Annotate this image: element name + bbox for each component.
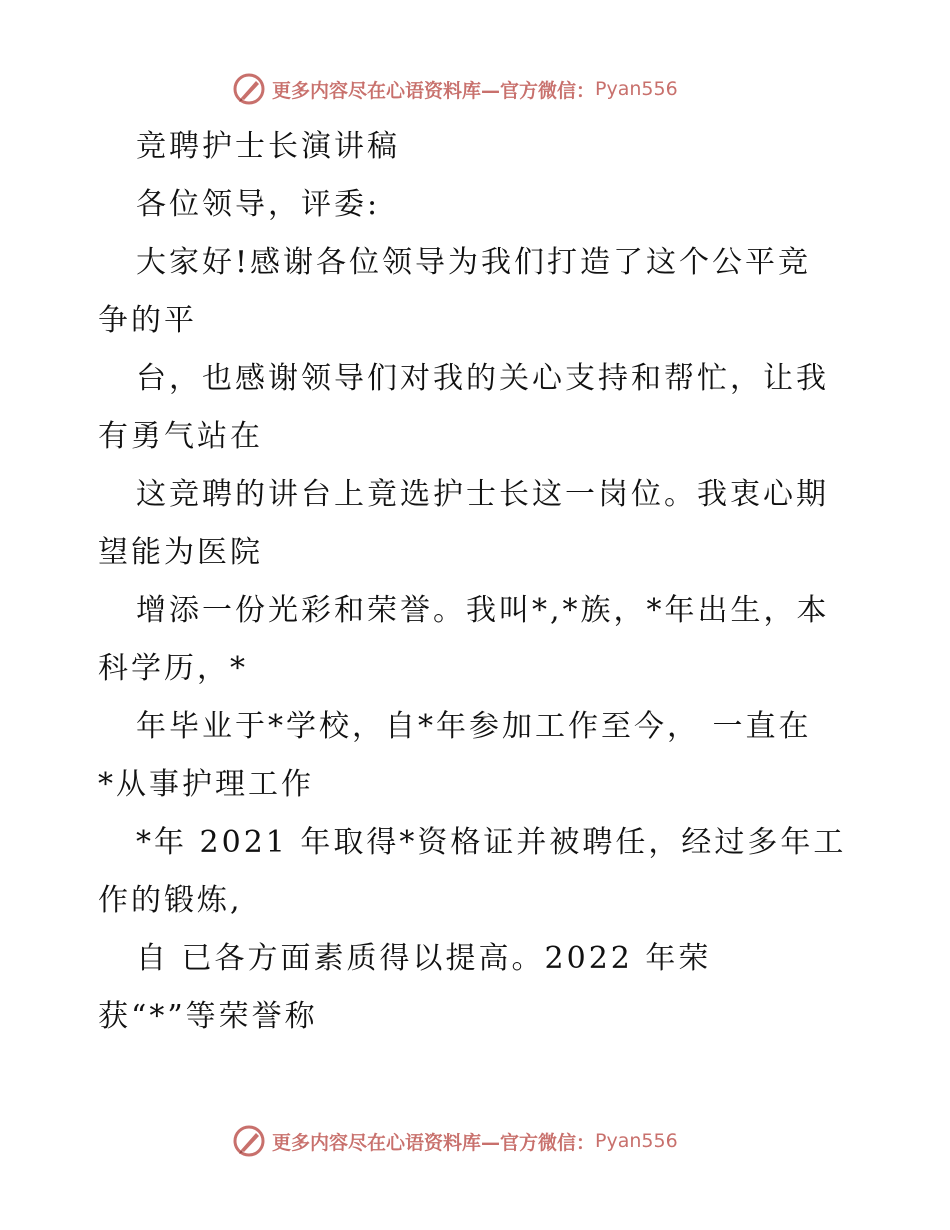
text-line: 大家好!感谢各位领导为我们打造了这个公平竞 [136,245,812,280]
text-line: *从事护理工作 [98,767,314,802]
text-line: 年毕业于*学校，自*年参加工作至今， 一直在 [136,709,812,744]
text-line: 获“*”等荣誉称 [98,999,318,1034]
document-body [98,122,858,1050]
quill-pen-circle-icon [232,72,266,106]
quill-pen-circle-icon [232,1124,266,1158]
text-line: 增添一份光彩和荣誉。我叫*,*族，*年出生，本 [136,593,830,628]
text-line: 有勇气站在 [98,419,263,454]
document-title: 竞聘护士长演讲稿 [136,129,400,164]
text-line: 作的锻炼, [98,883,243,918]
text-line: 争的平 [98,303,197,338]
watermark-wechat-id: Pyan556 [595,78,678,100]
text-line: 科学历，* [98,651,248,686]
watermark-text: 更多内容尽在心语资料库—官方微信： [272,79,596,102]
text-line: 各位领导，评委: [136,187,381,222]
watermark-footer [232,1124,678,1158]
text-line: 自 已各方面素质得以提高。2022 年荣 [136,941,712,976]
watermark-header [232,72,678,106]
text-line: 这竞聘的讲台上竟选护士长这一岗位。我衷心期 [136,477,829,512]
watermark-text: 更多内容尽在心语资料库—官方微信： [272,1131,596,1154]
watermark-wechat-id: Pyan556 [595,1130,678,1152]
text-line: *年 2021 年取得*资格证并被聘任，经过多年工 [136,825,847,860]
text-line: 台，也感谢领导们对我的关心支持和帮忙，让我 [136,361,829,396]
text-line: 望能为医院 [98,535,263,570]
